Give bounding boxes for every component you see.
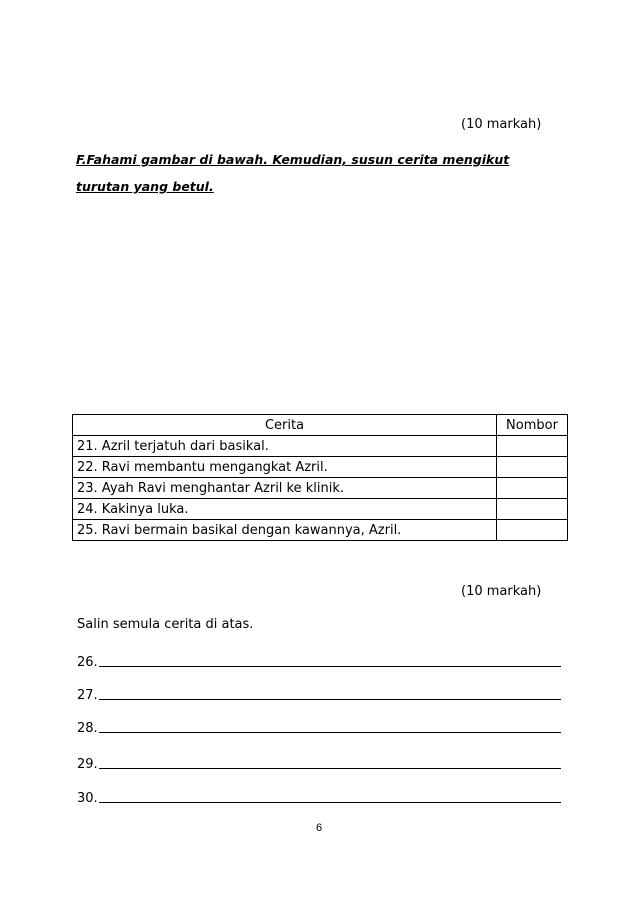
marks-top: (10 markah) bbox=[461, 117, 542, 132]
answer-blank[interactable] bbox=[99, 666, 561, 667]
number-cell[interactable] bbox=[497, 457, 568, 478]
answer-line[interactable] bbox=[77, 683, 561, 703]
story-table bbox=[72, 414, 568, 541]
copy-instruction: Salin semula cerita di atas. bbox=[77, 617, 254, 632]
answer-number: 26. bbox=[77, 655, 98, 670]
table-row bbox=[73, 499, 568, 520]
answer-blank[interactable] bbox=[99, 699, 561, 700]
number-cell[interactable] bbox=[497, 520, 568, 541]
number-cell[interactable] bbox=[497, 499, 568, 520]
instruction-line-2-text: turutan yang betul. bbox=[76, 179, 214, 194]
story-text: 22. Ravi membantu mengangkat Azril. bbox=[73, 457, 497, 478]
story-text: 21. Azril terjatuh dari basikal. bbox=[73, 436, 497, 457]
answer-blank[interactable] bbox=[99, 802, 561, 803]
answer-line[interactable] bbox=[77, 650, 561, 670]
number-cell[interactable] bbox=[497, 478, 568, 499]
number-cell[interactable] bbox=[497, 436, 568, 457]
table-row bbox=[73, 478, 568, 499]
story-text: 25. Ravi bermain basikal dengan kawannya, Azril. bbox=[73, 520, 497, 541]
table-row bbox=[73, 457, 568, 478]
answer-number: 29. bbox=[77, 757, 98, 772]
table-row bbox=[73, 436, 568, 457]
answer-line[interactable] bbox=[77, 716, 561, 736]
table-row bbox=[73, 520, 568, 541]
answer-line[interactable] bbox=[77, 752, 561, 772]
instruction-line-2 bbox=[76, 173, 546, 200]
header-number: Nombor bbox=[497, 415, 568, 436]
answer-number: 28. bbox=[77, 721, 98, 736]
header-story: Cerita bbox=[73, 415, 497, 436]
instruction-line-1 bbox=[76, 146, 546, 173]
story-text: 24. Kakinya luka. bbox=[73, 499, 497, 520]
answer-blank[interactable] bbox=[99, 768, 561, 769]
answer-blank[interactable] bbox=[99, 732, 561, 733]
story-text: 23. Ayah Ravi menghantar Azril ke klinik. bbox=[73, 478, 497, 499]
instruction-line-1-text: F.Fahami gambar di bawah. Kemudian, susun cerita mengikut bbox=[76, 152, 510, 167]
answer-number: 30. bbox=[77, 791, 98, 806]
table-header-row bbox=[73, 415, 568, 436]
marks-bottom: (10 markah) bbox=[461, 584, 542, 599]
answer-number: 27. bbox=[77, 688, 98, 703]
page-number: 6 bbox=[315, 822, 323, 834]
answer-line[interactable] bbox=[77, 786, 561, 806]
